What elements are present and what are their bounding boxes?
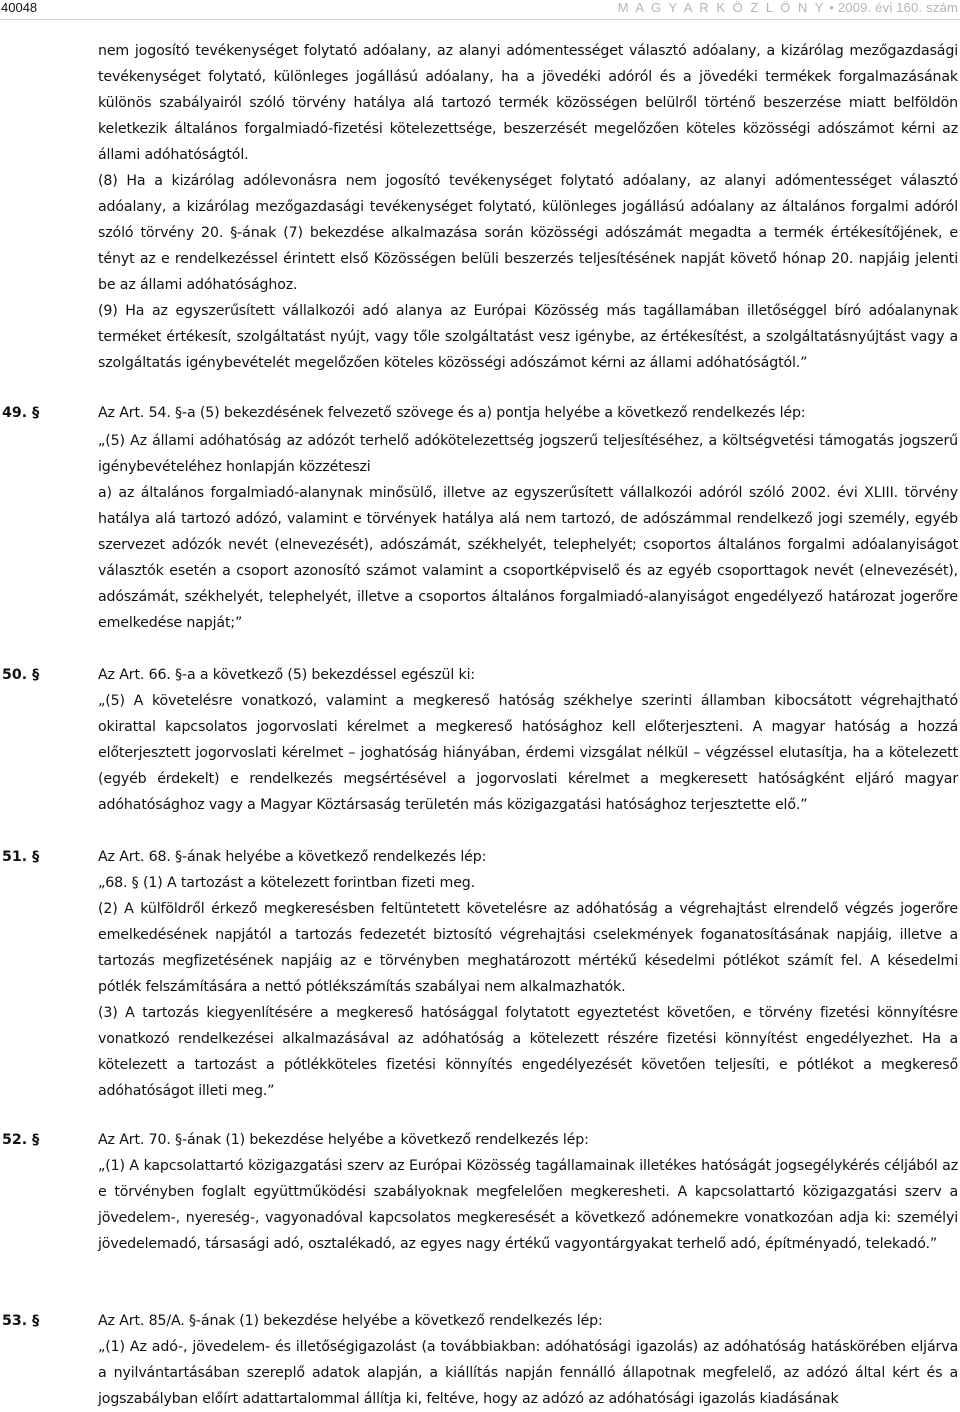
page-number: 40048 xyxy=(1,0,38,15)
amendment-intro: Az Art. 85/A. §-ának (1) bekezdése helyébe a következő rendelkezés lép: xyxy=(98,1313,603,1329)
issue-label: 2009. évi 160. szám xyxy=(837,0,958,15)
amendment-text: a) az általános forgalmiadó-alanynak minősülő, illetve az egyszerűsített vállalkozói adóról szóló 2002. évi XLIII. törvény hatálya alá tartozó adózó, valamint e törvények hatálya alá nem tartozó, de adószámmal rendelkező jogi személy, egyéb szervezet adózók nevét (elnevezését), adószámát, székhelyét, telephelyét; csoportos általános forgalmi adóalanyiságot választók esetén a csoport azonosító számot valamint a csoportképviselő és az egyéb csoporttagok nevét (elnevezését), adószámát, székhelyét, telephelyét, illetve a csoportos általános forgalmiadó-alanyiságot engedélyező határozat jogerőre emelkedése napját;” xyxy=(98,485,958,631)
header-rule xyxy=(0,19,960,20)
amendment-text: „(1) A kapcsolattartó közigazgatási szerv az Európai Közösség tagállamainak illetékes hatóságát jogsegélykérés céljából az e törvényben foglalt együttműködési szabályoknak megfelelően megkeresheti. A kapcsolattartó közigazgatási szerv a jövedelem-, nyereség-, vagyonadóval kapcsolatos megkeresését a következő adónemekre vonatkozóan adja ki: személyi jövedelemadó, társasági adó, osztalékadó, az egyes nagy értékű vagyontárgyakat terhelő adó, építményadó, telekadó.” xyxy=(98,1158,958,1252)
amendment-text: (3) A tartozás kiegyenlítésére a megkereső hatósággal folytatott egyeztetést követően, e törvény fizetési könnyítésre vonatkozó rendelkezései alkalmazásával az adóhatóság a kötelezett részére fizetési könnyítést engedélyezhet. Ha a kötelezett a tartozást a pótlékköteles fizetési könnyítés engedélyezését követően teljesíti, e pótlékot a megkereső adóhatóságot illeti meg.” xyxy=(98,1005,958,1099)
journal-title: M A G Y A R K Ö Z L Ö N Y xyxy=(617,0,826,15)
amendment-text: „(5) A követelésre vonatkozó, valamint a megkereső hatóság székhelye szerinti államban kibocsátott végrehajtható okirattal kapcsolatos jogorvoslati kérelmet a megkereső hatósághoz kell előterjeszteni. A magyar hatóság a hozzá előterjesztett jogorvoslati kérelmet – joghatóság hiányában, érdemi vizsgálat nélkül – végzéssel elutasítja, ha a kötelezett (egyéb érdekelt) e rendelkezés megsértésével a jogorvoslati kérelmet a megkeresett hatóságként eljáró magyar adóhatósághoz vagy a Magyar Köztársaság területén más közigazgatási hatósághoz terjesztette elő.” xyxy=(98,693,958,813)
section-number: 53. § xyxy=(2,1313,40,1329)
amendment-intro: Az Art. 68. §-ának helyébe a következő rendelkezés lép: xyxy=(98,849,487,865)
section-number: 50. § xyxy=(2,667,40,683)
section-number: 51. § xyxy=(2,849,40,865)
amendment-text: „(1) Az adó-, jövedelem- és illetőségigazolást (a továbbiakban: adóhatósági igazolás) az adóhatóság hatáskörében eljárva a nyilvántartásában szereplő adatok alapján, a kiállítás napján fennálló állapotnak megfelelő, az adózó által kért és a jogszabályban előírt adattartalommal állítja ki, feltéve, hogy az adózó az adóhatósági igazolás kiadásának xyxy=(98,1339,958,1407)
header-separator: • xyxy=(829,0,835,15)
body-paragraph: (8) Ha a kizárólag adólevonásra nem jogosító tevékenységet folytató adóalany, az alanyi adómentességet választó adóalany, a kizárólag mezőgazdasági tevékenységet folytató, különleges jogállású adóalany az általános forgalmi adóról szóló törvény 20. §-ának (7) bekezdése alkalmazása során közösségi adószámát megadta a termék értékesítőjének, e tényt az e rendelkezéssel érintett első Közösségen belüli beszerzés teljesítésének napját követő hónap 20. napjáig jelenti be az állami adóhatósághoz. xyxy=(98,173,958,293)
amendment-text: (2) A külföldről érkező megkeresésben feltüntetett követelésre az adóhatóság a végrehajtást elrendelő végzés jogerőre emelkedésének napjától a tartozás fedezetét biztosító végrehajtási cselekmények foganatosításának napjáig, illetve a tartozás megfizetésének napjáig az e törvényben meghatározott mértékű késedelmi pótlékot számít fel. A késedelmi pótlék felszámítására a nettó pótlékszámítás szabályai nem alkalmazhatók. xyxy=(98,901,958,995)
section-number: 49. § xyxy=(2,405,40,421)
amendment-intro: Az Art. 70. §-ának (1) bekezdése helyébe a következő rendelkezés lép: xyxy=(98,1132,589,1148)
journal-info xyxy=(618,0,958,16)
body-paragraph: nem jogosító tevékenységet folytató adóalany, az alanyi adómentességet választó adóalany, a kizárólag mezőgazdasági tevékenységet folytató, különleges jogállású adóalany, ha a jövedéki adóról és a jövedéki termékek forgalmazásának különös szabályairól szóló törvény hatálya alá tartozó termék közösségen belülről történő beszerzése miatt belföldön keletkezik általános forgalmiadó-fizetési kötelezettsége, beszerzését megelőzően köteles közösségi adószámot kérni az állami adóhatóságtól. xyxy=(98,43,958,163)
amendment-intro: Az Art. 54. §-a (5) bekezdésének felvezető szövege és a) pontja helyébe a következő rendelkezés lép: xyxy=(98,405,806,421)
section-number: 52. § xyxy=(2,1132,40,1148)
page-header xyxy=(0,0,960,16)
amendment-text: „(5) Az állami adóhatóság az adózót terhelő adókötelezettség jogszerű teljesítéséhez, a költségvetési támogatás jogszerű igénybevételéhez honlapján közzéteszi xyxy=(98,433,958,475)
amendment-text: „68. § (1) A tartozást a kötelezett forintban fizeti meg. xyxy=(98,875,475,891)
amendment-intro: Az Art. 66. §-a a következő (5) bekezdéssel egészül ki: xyxy=(98,667,475,683)
body-paragraph: (9) Ha az egyszerűsített vállalkozói adó alanya az Európai Közösség más tagállamában illetőséggel bíró adóalanynak terméket értékesít, szolgáltatást nyújt, vagy tőle szolgáltatást vesz igénybe, az értékesítést, a szolgáltatásnyújtást vagy a szolgáltatás igénybevételét megelőzően köteles közösségi adószámot kérni az állami adóhatóságtól.” xyxy=(98,303,958,371)
